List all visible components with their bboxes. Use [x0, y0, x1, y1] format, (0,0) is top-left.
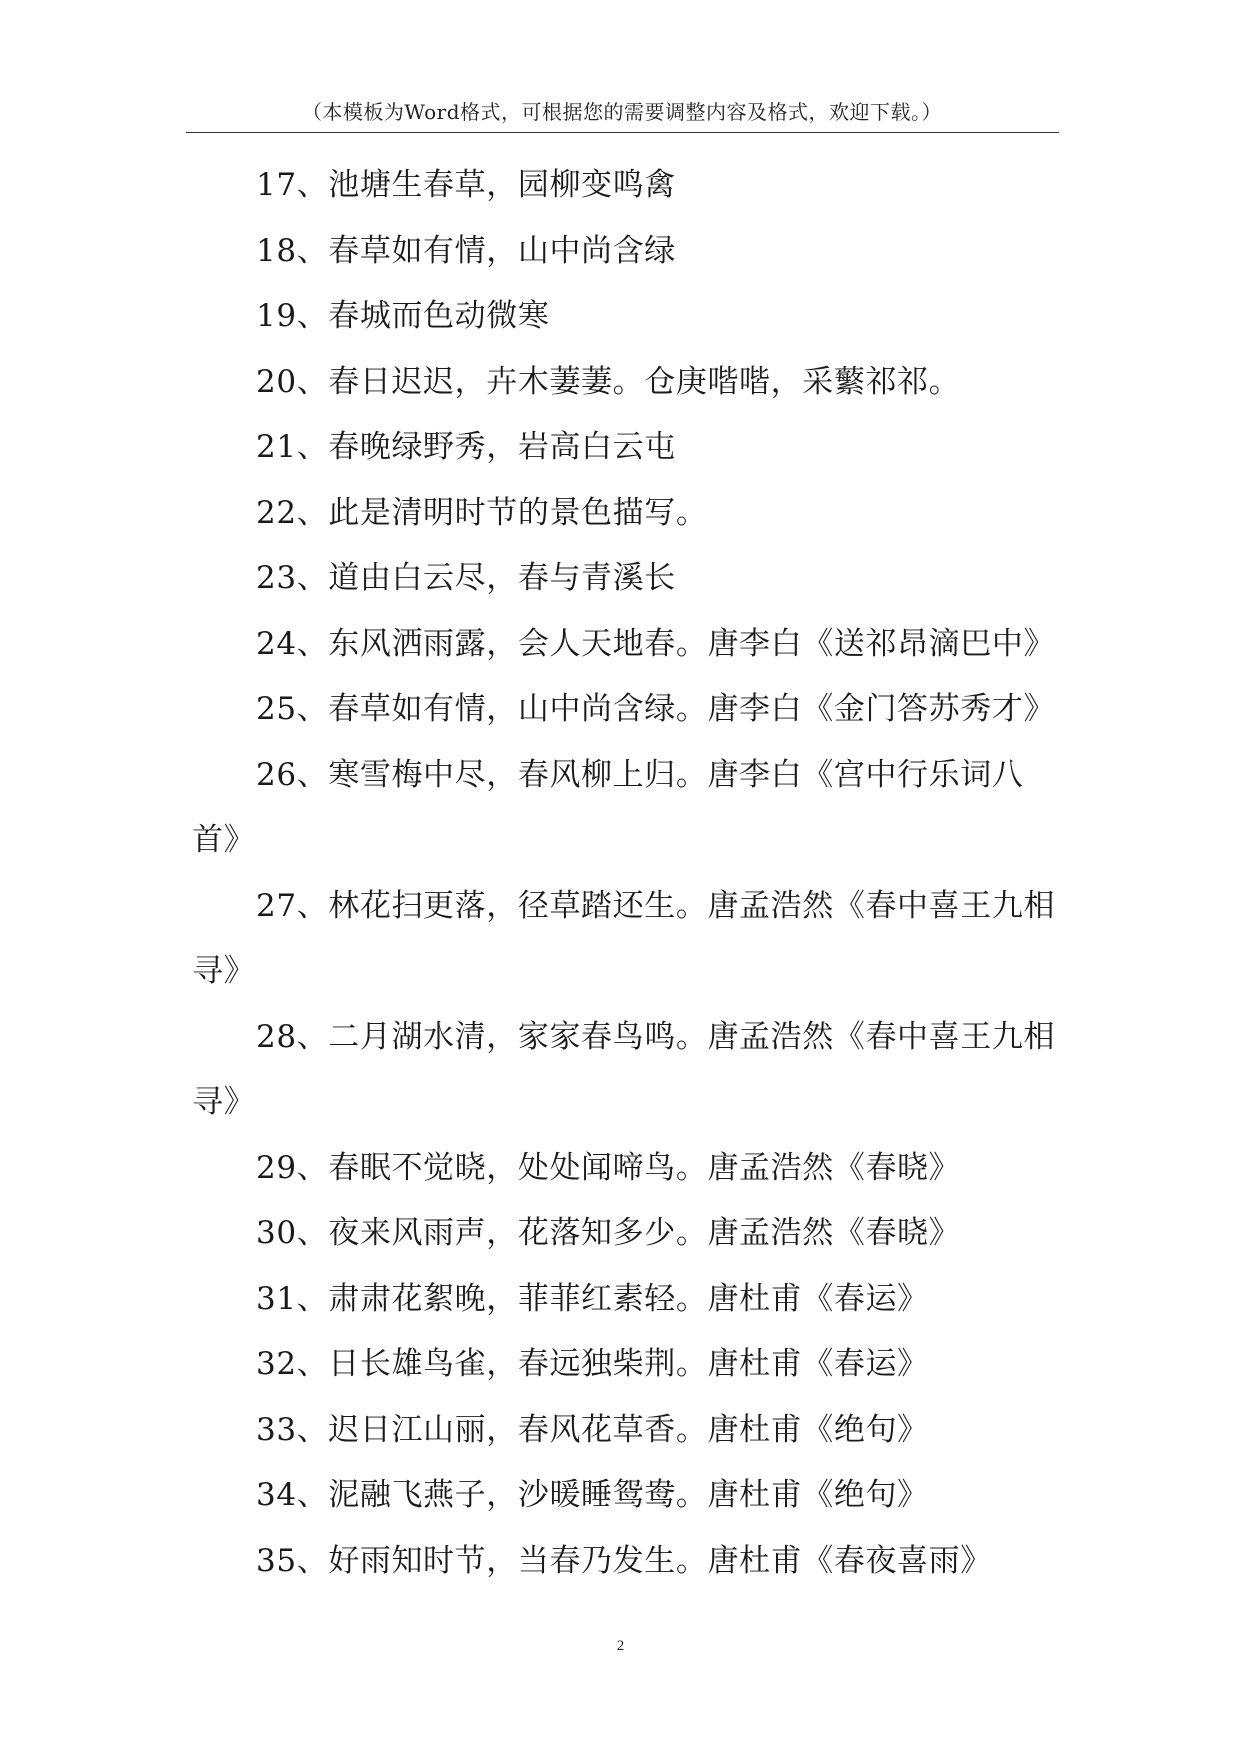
paragraph: 21、春晚绿野秀，岩高白云屯 — [256, 429, 676, 465]
paragraph: 22、此是清明时节的景色描写。 — [256, 494, 708, 531]
paragraph: 34、泥融飞燕子，沙暖睡鸳鸯。唐杜甫《绝句》 — [256, 1477, 929, 1513]
paragraph: 33、迟日江山丽，春风花草香。唐杜甫《绝句》 — [256, 1411, 929, 1448]
paragraph: 23、道由白云尽，春与青溪长 — [256, 560, 676, 596]
body-content — [192, 153, 1062, 1594]
paragraph: 28、二月湖水清，家家春鸟鸣。唐孟浩然《春中喜王九相寻》 — [192, 1018, 1056, 1120]
paragraph: 32、日长雄鸟雀，春远独柴荆。唐杜甫《春运》 — [256, 1346, 929, 1382]
header-divider — [186, 132, 1059, 133]
paragraph: 18、春草如有情，山中尚含绿 — [256, 232, 676, 269]
paragraph: 31、肃肃花絮晚，菲菲红素轻。唐杜甫《春运》 — [256, 1280, 929, 1317]
paragraph: 29、春眠不觉晓，处处闻啼鸟。唐孟浩然《春晓》 — [256, 1149, 961, 1186]
paragraph: 17、池塘生春草，园柳变鸣禽 — [256, 167, 676, 203]
paragraph: 24、东风洒雨露，会人天地春。唐李白《送祁昂滴巴中》 — [256, 625, 1056, 662]
paragraph: 35、好雨知时节，当春乃发生。唐杜甫《春夜喜雨》 — [256, 1542, 992, 1579]
paragraph: 19、春城而色动微寒 — [256, 298, 550, 334]
paragraph: 20、春日迟迟，卉木萋萋。仓庚喈喈，采蘩祁祁。 — [256, 363, 961, 400]
page-number: 2 — [616, 1638, 625, 1654]
page-header: （本模板为Word格式，可根据您的需要调整内容及格式，欢迎下载。） — [301, 100, 943, 124]
paragraph: 26、寒雪梅中尽，春风柳上归。唐李白《宫中行乐词八首》 — [192, 756, 1024, 858]
paragraph: 30、夜来风雨声，花落知多少。唐孟浩然《春晓》 — [256, 1215, 961, 1251]
paragraph: 27、林花扫更落，径草踏还生。唐孟浩然《春中喜王九相寻》 — [192, 887, 1056, 989]
paragraph: 25、春草如有情，山中尚含绿。唐李白《金门答苏秀才》 — [256, 691, 1056, 727]
